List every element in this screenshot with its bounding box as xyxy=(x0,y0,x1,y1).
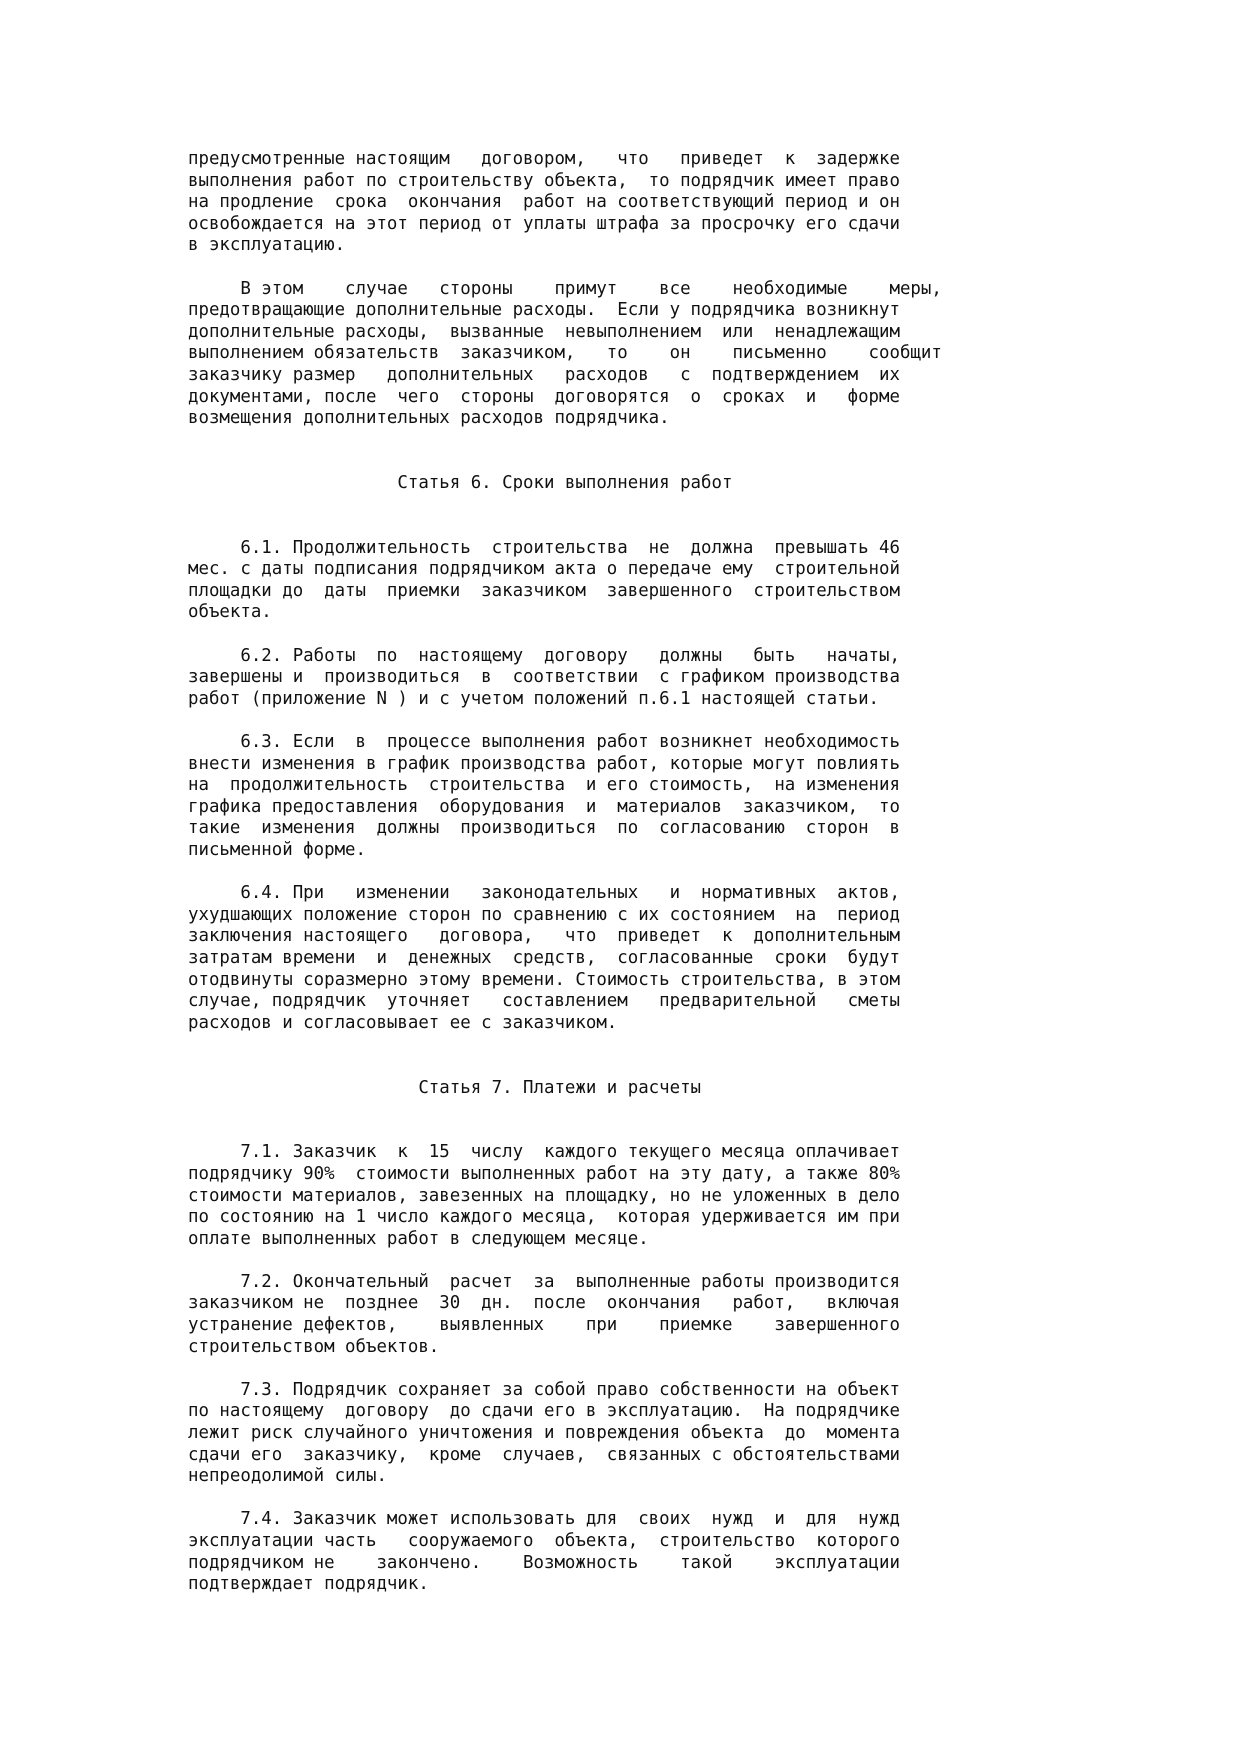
text-line: работ (приложение N ) и с учетом положений п.6.1 настоящей статьи. xyxy=(188,688,880,709)
text-line: стоимости материалов, завезенных на площадку, но не уложенных в дело xyxy=(188,1185,900,1206)
text-line: мес. с даты подписания подрядчиком акта о передаче ему строительной xyxy=(188,559,900,580)
text-line: площадки до даты приемки заказчиком завершенного строительством xyxy=(188,580,900,601)
text-line: письменной форме. xyxy=(188,840,366,860)
text-line: документами, после чего стороны договорятся о сроках и форме xyxy=(188,386,900,407)
text-line: по состоянию на 1 число каждого месяца, которая удерживается им при xyxy=(188,1207,900,1228)
text-line: подрядчиком не закончено. Возможность такой эксплуатации xyxy=(188,1552,900,1573)
text-line: предусмотренные настоящим договором, что приведет к задержке xyxy=(188,149,900,169)
text-line: возмещения дополнительных расходов подрядчика. xyxy=(188,408,670,429)
blank-line xyxy=(188,1358,972,1380)
text-line: графика предоставления оборудования и материалов заказчиком, то xyxy=(188,796,900,817)
text-line: 7.3. Подрядчик сохраняет за собой право собственности на объект xyxy=(188,1379,900,1400)
text-line: освобождается на этот период от уплаты штрафа за просрочку его сдачи xyxy=(188,213,900,234)
text-line: предотвращающие дополнительные расходы. Если у подрядчика возникнут xyxy=(188,300,900,321)
text-line: В этом случае стороны примут все необходимые меры, xyxy=(188,278,942,299)
text-line: дополнительные расходы, вызванные невыполнением или ненадлежащим xyxy=(188,321,900,342)
blank-line xyxy=(188,1250,972,1272)
text-line: случае, подрядчик уточняет составлением предварительной сметы xyxy=(188,991,900,1012)
text-line: по настоящему договору до сдачи его в эксплуатацию. На подрядчике xyxy=(188,1401,900,1422)
text-line: объекта. xyxy=(188,602,272,623)
text-line: расходов и согласовывает ее с заказчиком. xyxy=(188,1012,618,1033)
text-line: эксплуатации часть сооружаемого объекта, строительство которого xyxy=(188,1531,900,1551)
paragraph xyxy=(188,279,972,430)
text-line: 6.3. Если в процессе выполнения работ возникнет необходимость xyxy=(188,732,900,753)
text-line: внести изменения в график производства работ, которые могут повлиять xyxy=(188,753,900,774)
text-line: 6.4. При изменении законодательных и нормативных актов, xyxy=(188,883,900,904)
section-heading xyxy=(188,473,972,495)
text-line: непреодолимой силы. xyxy=(188,1466,387,1487)
text-line: на продление срока окончания работ на соответствующий период и он xyxy=(188,192,900,213)
blank-line xyxy=(188,257,972,279)
blank-line xyxy=(188,1099,972,1121)
section-heading xyxy=(188,1078,972,1100)
paragraph xyxy=(188,1272,972,1358)
paragraph xyxy=(188,883,972,1034)
text-line: на продолжительность строительства и его стоимость, на изменения xyxy=(188,775,900,796)
text-line: выполнения работ по строительству объекта, то подрядчик имеет право xyxy=(188,170,900,191)
blank-line xyxy=(188,451,972,473)
text-line: заказчиком не позднее 30 дн. после окончания работ, включая xyxy=(188,1293,900,1314)
text-line: строительством объектов. xyxy=(188,1336,440,1357)
text-line: 7.1. Заказчик к 15 числу каждого текущего месяца оплачивает xyxy=(188,1142,900,1163)
document-body xyxy=(188,149,972,1596)
paragraph xyxy=(188,538,972,624)
text-line: затратам времени и денежных средств, согласованные сроки будут xyxy=(188,947,900,968)
text-line: отодвинуты соразмерно этому времени. Стоимость строительства, в этом xyxy=(188,969,900,990)
heading-text: Статья 7. Платежи и расчеты xyxy=(188,1077,702,1098)
text-line: 6.2. Работы по настоящему договору должны быть начаты, xyxy=(188,645,900,666)
text-line: подрядчику 90% стоимости выполненных работ на эту дату, а также 80% xyxy=(188,1163,900,1184)
text-line: 6.1. Продолжительность строительства не должна превышать 46 xyxy=(188,537,900,558)
blank-line xyxy=(188,862,972,884)
text-line: такие изменения должны производиться по согласованию сторон в xyxy=(188,818,900,839)
blank-line xyxy=(188,624,972,646)
text-line: сдачи его заказчику, кроме случаев, связанных с обстоятельствами xyxy=(188,1444,900,1465)
paragraph xyxy=(188,1380,972,1488)
text-line: ухудшающих положение сторон по сравнению с их состоянием на период xyxy=(188,904,900,925)
text-line: лежит риск случайного уничтожения и повреждения объекта до момента xyxy=(188,1423,900,1444)
blank-line xyxy=(188,516,972,538)
text-line: оплате выполненных работ в следующем месяце. xyxy=(188,1228,649,1249)
text-line: заказчику размер дополнительных расходов с подтверждением их xyxy=(188,364,900,385)
paragraph xyxy=(188,646,972,711)
text-line: завершены и производиться в соответствии с графиком производства xyxy=(188,667,900,688)
text-line: выполнением обязательств заказчиком, то он письменно сообщит xyxy=(188,343,942,364)
text-line: заключения настоящего договора, что приведет к дополнительным xyxy=(188,926,900,947)
paragraph xyxy=(188,1509,972,1595)
paragraph xyxy=(188,149,972,257)
blank-line xyxy=(188,1121,972,1143)
blank-line xyxy=(188,1488,972,1510)
blank-line xyxy=(188,710,972,732)
text-line: 7.2. Окончательный расчет за выполненные работы производится xyxy=(188,1271,900,1292)
heading-text: Статья 6. Сроки выполнения работ xyxy=(188,472,733,493)
paragraph xyxy=(188,1142,972,1250)
text-line: устранение дефектов, выявленных при приемке завершенного xyxy=(188,1315,900,1336)
paragraph xyxy=(188,732,972,862)
text-line: 7.4. Заказчик может использовать для своих нужд и для нужд xyxy=(188,1509,900,1530)
blank-line xyxy=(188,495,972,517)
text-line: подтверждает подрядчик. xyxy=(188,1574,429,1595)
blank-line xyxy=(188,430,972,452)
text-line: в эксплуатацию. xyxy=(188,235,346,256)
blank-line xyxy=(188,1056,972,1078)
blank-line xyxy=(188,1034,972,1056)
